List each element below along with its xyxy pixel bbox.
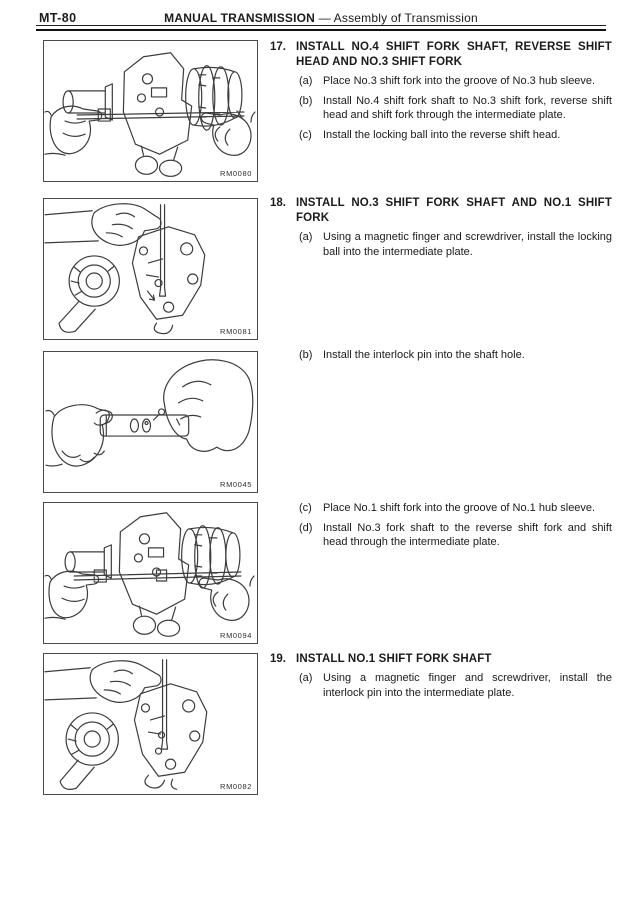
header-subtitle: — Assembly of Transmission <box>318 11 478 25</box>
substep-19a <box>299 671 612 700</box>
install-interlock-pin-into-shaft-illustration <box>44 352 257 492</box>
step-number: 18. <box>270 197 286 209</box>
substep-label: (a) <box>299 231 313 243</box>
substep-label: (b) <box>299 94 313 107</box>
step-number: 19. <box>270 653 286 665</box>
page-number: MT-80 <box>39 11 77 25</box>
header-rule-thick <box>36 29 606 31</box>
figure-code: RM0082 <box>220 782 252 791</box>
substep-text: Install No.4 shift fork shaft to No.3 shift fork, reverse shift head and shift fork through the intermediate plate. <box>323 94 612 121</box>
install-locking-ball-with-screwdriver-illustration <box>44 199 257 339</box>
figure-rm0094 <box>43 502 258 644</box>
step-number: 17. <box>270 41 286 53</box>
substep-17a <box>299 74 612 89</box>
step-19 <box>270 652 612 700</box>
figure-code: RM0081 <box>220 327 252 336</box>
step-title: INSTALL NO.4 SHIFT FORK SHAFT, REVERSE SHIFT HEAD AND NO.3 SHIFT FORK <box>296 41 612 68</box>
substep-label: (c) <box>299 502 312 514</box>
figure-rm0081 <box>43 198 258 340</box>
step-18-heading <box>270 196 612 226</box>
figure-code: RM0094 <box>220 631 252 640</box>
step-title: INSTALL NO.1 SHIFT FORK SHAFT <box>296 653 492 665</box>
substep-text: Using a magnetic finger and screwdriver, install the locking ball into the intermediate plate. <box>323 231 612 258</box>
page-header <box>36 11 606 26</box>
substep-18d <box>299 521 612 550</box>
substep-17c <box>299 128 612 143</box>
header-rule-thin <box>36 25 606 26</box>
substep-18a <box>299 230 612 259</box>
figure-rm0080 <box>43 40 258 182</box>
header-title: MANUAL TRANSMISSION <box>164 11 316 25</box>
figure-rm0082 <box>43 653 258 795</box>
substep-label: (d) <box>299 521 313 534</box>
step-18-continued-cd <box>270 496 612 550</box>
figure-code: RM0045 <box>220 480 252 489</box>
substep-text: Place No.3 shift fork into the groove of No.3 hub sleeve. <box>323 75 596 87</box>
substep-label: (c) <box>299 128 312 141</box>
figure-code: RM0080 <box>220 169 252 178</box>
step-18-continued-b <box>270 343 612 363</box>
substep-text: Install the interlock pin into the shaft hole. <box>323 349 525 361</box>
substep-18c <box>299 501 612 516</box>
step-17-heading <box>270 40 612 70</box>
step-18 <box>270 196 612 259</box>
substep-17b <box>299 94 612 123</box>
substep-text: Using a magnetic finger and screwdriver, install the interlock pin into the intermediate plate. <box>323 672 612 699</box>
header-title-group <box>36 11 606 25</box>
step-title: INSTALL NO.3 SHIFT FORK SHAFT AND NO.1 SHIFT FORK <box>296 197 612 224</box>
install-no4-shift-fork-shaft-illustration <box>44 41 257 181</box>
substep-text: Install No.3 fork shaft to the reverse shift fork and shift head through the intermediate plate. <box>323 521 612 548</box>
substep-label: (b) <box>299 349 313 361</box>
step-17 <box>270 40 612 142</box>
substep-18b <box>299 348 612 363</box>
step-19-heading <box>270 652 612 667</box>
figure-rm0045 <box>43 351 258 493</box>
substep-label: (a) <box>299 75 313 87</box>
install-no3-fork-shaft-illustration <box>44 503 257 643</box>
substep-text: Place No.1 shift fork into the groove of No.1 hub sleeve. <box>323 502 596 514</box>
substep-label: (a) <box>299 672 313 684</box>
substep-text: Install the locking ball into the reverse shift head. <box>323 128 561 141</box>
install-interlock-pin-with-screwdriver-illustration <box>44 654 257 794</box>
